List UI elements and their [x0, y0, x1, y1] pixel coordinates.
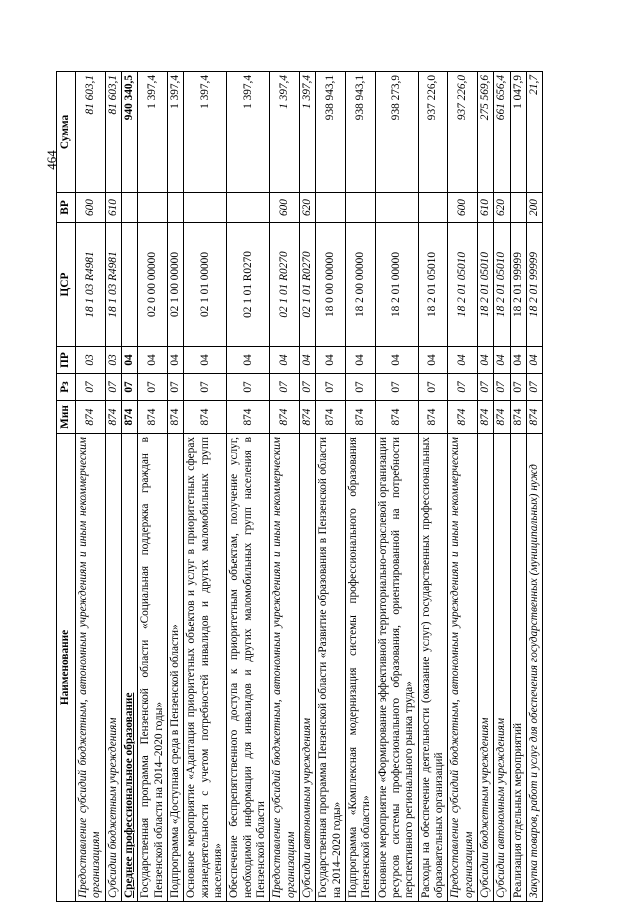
- cell-csr: 18 2 01 05010: [494, 223, 510, 347]
- cell-rz: 07: [299, 374, 315, 401]
- cell-vr: [418, 193, 448, 223]
- cell-name: Подпрограмма «Комплексная модернизация системы профессионального образования Пензенской области»: [345, 434, 375, 902]
- cell-pr: 04: [227, 347, 270, 374]
- cell-sum: 21,7: [526, 72, 542, 193]
- cell-sum: 940 340,5: [121, 72, 137, 193]
- table-row: [316, 72, 346, 902]
- table-row: [345, 72, 375, 902]
- cell-sum: 1 397,4: [299, 72, 315, 193]
- header-vr: ВР: [57, 193, 76, 223]
- cell-pr: 04: [526, 347, 542, 374]
- budget-table: [56, 71, 543, 902]
- cell-name: Субсидии автономным учреждениям: [494, 434, 510, 902]
- cell-name: Субсидии автономным учреждениям: [299, 434, 315, 902]
- cell-min: 874: [270, 401, 300, 434]
- table-header-row: [57, 72, 76, 902]
- cell-name: Субсидии бюджетным учреждениям: [105, 434, 121, 902]
- header-pr: ПР: [57, 347, 76, 374]
- cell-pr: 04: [375, 347, 418, 374]
- cell-name: Основное мероприятие «Формирование эффективной территориально-отраслевой организации ресурсов системы профессионального образования, ориентированной на потребности перспективного регионального рынка труда»: [375, 434, 418, 902]
- header-name: Наименование: [57, 434, 76, 902]
- table-row: [510, 72, 526, 902]
- cell-rz: 07: [526, 374, 542, 401]
- cell-sum: 938 273,9: [375, 72, 418, 193]
- cell-csr: 18 1 03 R4981: [76, 223, 106, 347]
- cell-sum: 938 943,1: [345, 72, 375, 193]
- cell-vr: [184, 193, 227, 223]
- header-sum: Сумма: [57, 72, 76, 193]
- cell-vr: 620: [299, 193, 315, 223]
- table-row: [184, 72, 227, 902]
- cell-min: 874: [494, 401, 510, 434]
- cell-min: 874: [138, 401, 168, 434]
- cell-rz: 07: [76, 374, 106, 401]
- table-row: [477, 72, 493, 902]
- table-row: [121, 72, 137, 902]
- cell-min: 874: [184, 401, 227, 434]
- cell-vr: 600: [448, 193, 478, 223]
- cell-rz: 07: [448, 374, 478, 401]
- cell-csr: 02 1 01 R0270: [270, 223, 300, 347]
- cell-name: Расходы на обеспечение деятельности (оказание услуг) государственных профессиональных образовательных организаций: [418, 434, 448, 902]
- cell-rz: 07: [510, 374, 526, 401]
- cell-pr: 04: [316, 347, 346, 374]
- cell-rz: 07: [418, 374, 448, 401]
- table-row: [526, 72, 542, 902]
- cell-sum: 275 569,6: [477, 72, 493, 193]
- cell-min: 874: [448, 401, 478, 434]
- cell-min: 874: [299, 401, 315, 434]
- cell-pr: 04: [345, 347, 375, 374]
- table-row: [418, 72, 448, 902]
- cell-rz: 07: [345, 374, 375, 401]
- cell-vr: [167, 193, 183, 223]
- cell-pr: 04: [299, 347, 315, 374]
- cell-rz: 07: [227, 374, 270, 401]
- cell-pr: 03: [76, 347, 106, 374]
- cell-pr: 04: [477, 347, 493, 374]
- cell-rz: 07: [477, 374, 493, 401]
- cell-pr: 03: [105, 347, 121, 374]
- cell-vr: 200: [526, 193, 542, 223]
- cell-vr: [138, 193, 168, 223]
- cell-min: 874: [418, 401, 448, 434]
- table-row: [448, 72, 478, 902]
- cell-name: Предоставление субсидий бюджетным, автономным учреждениям и иным некоммерческим организациям: [270, 434, 300, 902]
- cell-pr: 04: [510, 347, 526, 374]
- cell-csr: 02 1 00 00000: [167, 223, 183, 347]
- cell-min: 874: [316, 401, 346, 434]
- cell-pr: 04: [167, 347, 183, 374]
- cell-sum: 1 397,4: [270, 72, 300, 193]
- cell-min: 874: [121, 401, 137, 434]
- cell-sum: 1 397,4: [138, 72, 168, 193]
- cell-pr: 04: [138, 347, 168, 374]
- cell-name: Закупка товаров, работ и услуг для обеспечения государственных (муниципальных) нужд: [526, 434, 542, 902]
- cell-rz: 07: [138, 374, 168, 401]
- cell-pr: 04: [418, 347, 448, 374]
- cell-csr: 18 2 01 05010: [418, 223, 448, 347]
- cell-min: 874: [105, 401, 121, 434]
- cell-csr: 02 0 00 00000: [138, 223, 168, 347]
- cell-min: 874: [76, 401, 106, 434]
- cell-sum: 937 226,0: [418, 72, 448, 193]
- cell-csr: 18 1 03 R4981: [105, 223, 121, 347]
- cell-sum: 938 943,1: [316, 72, 346, 193]
- cell-csr: 18 2 01 05010: [477, 223, 493, 347]
- cell-vr: [375, 193, 418, 223]
- cell-vr: 610: [477, 193, 493, 223]
- cell-csr: 18 2 01 00000: [375, 223, 418, 347]
- cell-csr: 18 2 01 05010: [448, 223, 478, 347]
- cell-rz: 07: [105, 374, 121, 401]
- cell-rz: 07: [316, 374, 346, 401]
- cell-sum: 1 397,4: [167, 72, 183, 193]
- cell-vr: 620: [494, 193, 510, 223]
- cell-min: 874: [345, 401, 375, 434]
- table-row: [76, 72, 106, 902]
- table-body: [76, 72, 543, 902]
- cell-name: Подпрограмма «Доступная среда в Пензенской области»: [167, 434, 183, 902]
- cell-vr: [121, 193, 137, 223]
- table-row: [270, 72, 300, 902]
- cell-rz: 07: [270, 374, 300, 401]
- cell-rz: 07: [167, 374, 183, 401]
- cell-name: Государственная программа Пензенской области «Развитие образования в Пензенской области на 2014–2020 годы»: [316, 434, 346, 902]
- cell-pr: 04: [121, 347, 137, 374]
- cell-name: Основное мероприятие «Адаптация приоритетных объектов и услуг в приоритетных сферах жизнедеятельности с учетом потребностей инвалидов и других маломобильных групп населения»: [184, 434, 227, 902]
- cell-rz: 07: [121, 374, 137, 401]
- header-rz: Рз: [57, 374, 76, 401]
- cell-csr: 02 1 01 R0270: [299, 223, 315, 347]
- cell-sum: 1 047,9: [510, 72, 526, 193]
- cell-rz: 07: [375, 374, 418, 401]
- table-row: [299, 72, 315, 902]
- cell-sum: 81 603,1: [76, 72, 106, 193]
- cell-sum: 1 397,4: [227, 72, 270, 193]
- cell-pr: 04: [448, 347, 478, 374]
- cell-vr: 600: [76, 193, 106, 223]
- cell-csr: 02 1 01 R0270: [227, 223, 270, 347]
- table-row: [105, 72, 121, 902]
- cell-csr: [121, 223, 137, 347]
- cell-name: Предоставление субсидий бюджетным, автономным учреждениям и иным некоммерческим организациям: [76, 434, 106, 902]
- cell-name: Предоставление субсидий бюджетным, автономным учреждениям и иным некоммерческим организациям: [448, 434, 478, 902]
- cell-pr: 04: [494, 347, 510, 374]
- table-row: [167, 72, 183, 902]
- cell-csr: 02 1 01 00000: [184, 223, 227, 347]
- cell-min: 874: [375, 401, 418, 434]
- header-csr: ЦСР: [57, 223, 76, 347]
- cell-vr: [227, 193, 270, 223]
- cell-rz: 07: [184, 374, 227, 401]
- cell-sum: 1 397,4: [184, 72, 227, 193]
- cell-name: Государственная программа Пензенской области «Социальная поддержка граждан в Пензенской области на 2014–2020 годы»: [138, 434, 168, 902]
- cell-pr: 04: [184, 347, 227, 374]
- cell-sum: 81 603,1: [105, 72, 121, 193]
- cell-min: 874: [227, 401, 270, 434]
- page-number-text: 464: [44, 150, 59, 170]
- table-row: [494, 72, 510, 902]
- cell-min: 874: [510, 401, 526, 434]
- cell-vr: [345, 193, 375, 223]
- cell-pr: 04: [270, 347, 300, 374]
- table-row: [138, 72, 168, 902]
- cell-vr: [316, 193, 346, 223]
- cell-csr: 18 2 01 99999: [526, 223, 542, 347]
- cell-name: Реализация отдельных мероприятий: [510, 434, 526, 902]
- cell-csr: 18 2 01 99999: [510, 223, 526, 347]
- cell-vr: [510, 193, 526, 223]
- cell-sum: 661 656,4: [494, 72, 510, 193]
- cell-csr: 18 2 00 00000: [345, 223, 375, 347]
- cell-min: 874: [526, 401, 542, 434]
- cell-min: 874: [167, 401, 183, 434]
- rotated-table-wrapper: [56, 72, 606, 902]
- cell-vr: 610: [105, 193, 121, 223]
- cell-sum: 937 226,0: [448, 72, 478, 193]
- table-row: [375, 72, 418, 902]
- cell-min: 874: [477, 401, 493, 434]
- cell-name: Субсидии бюджетным учреждениям: [477, 434, 493, 902]
- cell-vr: 600: [270, 193, 300, 223]
- table-row: [227, 72, 270, 902]
- cell-rz: 07: [494, 374, 510, 401]
- cell-csr: 18 0 00 00000: [316, 223, 346, 347]
- cell-name: Среднее профессиональное образование: [121, 434, 137, 902]
- header-min: Мин: [57, 401, 76, 434]
- cell-name: Обеспечение беспрепятственного доступа к приоритетным объектам, получение услуг, необходимой информации для инвалидов и других маломобильных групп населения в Пензенской области: [227, 434, 270, 902]
